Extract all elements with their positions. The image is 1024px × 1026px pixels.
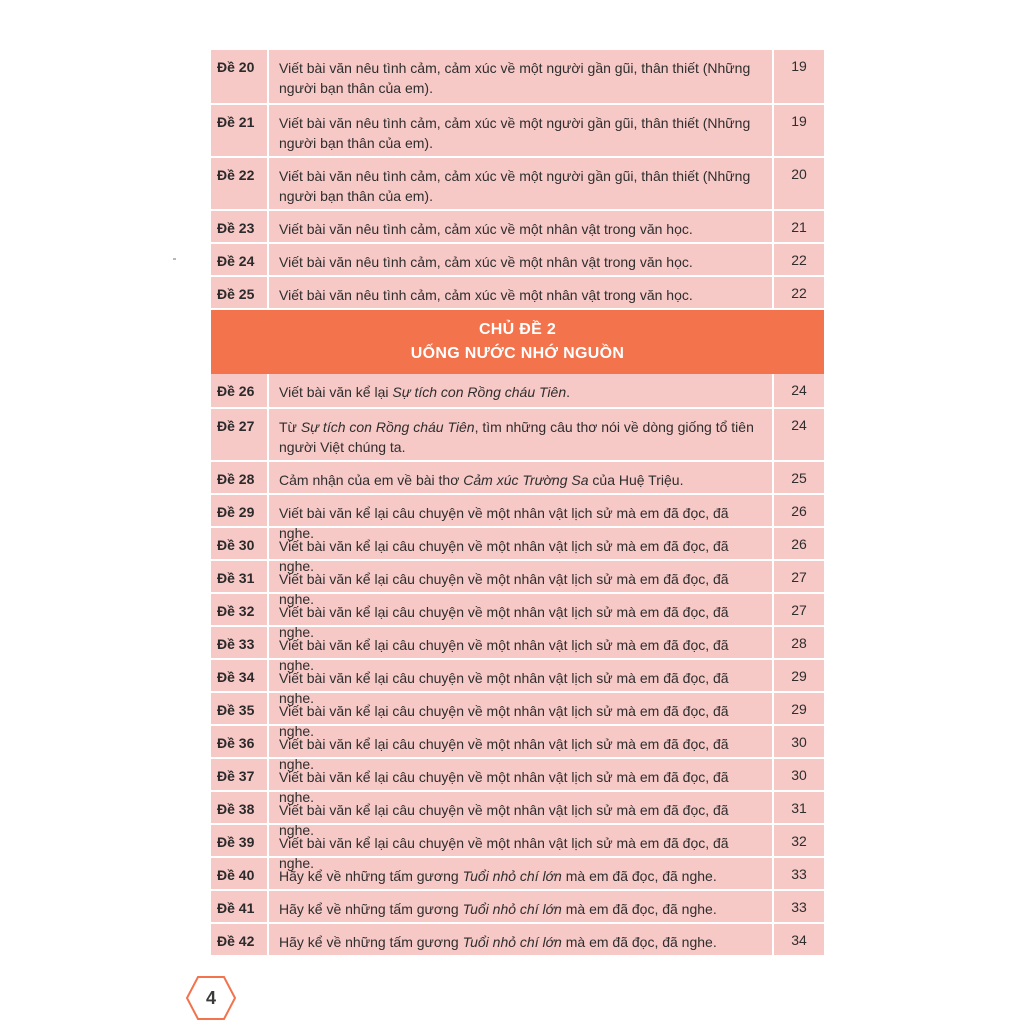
- description-text: Từ: [279, 419, 301, 435]
- exercise-label: Đề 25: [211, 277, 269, 308]
- exercise-label: Đề 31: [211, 561, 269, 592]
- page-reference: 30: [791, 767, 807, 783]
- exercise-label: Đề 33: [211, 627, 269, 658]
- exercise-description: [269, 561, 774, 607]
- exercise-label: Đề 27: [211, 409, 269, 460]
- page-reference: 33: [791, 866, 807, 882]
- page-reference: 19: [791, 113, 807, 129]
- page-number: 4: [205, 987, 216, 1008]
- exercise-description: [269, 594, 774, 640]
- description-text: mà em đã đọc, đã nghe.: [561, 934, 717, 950]
- exercise-description: [269, 105, 774, 156]
- exercise-description: [269, 277, 774, 308]
- page-reference: 34: [791, 932, 807, 948]
- description-text: Hãy kể về những tấm gương: [279, 901, 463, 917]
- description-text: Hãy kể về những tấm gương: [279, 934, 463, 950]
- table-of-contents: [211, 50, 824, 955]
- toc-row: [211, 50, 824, 103]
- description-text: .: [566, 384, 571, 400]
- toc-row: [211, 242, 824, 275]
- toc-row: [211, 275, 824, 308]
- description-text: Viết bài văn kể lại câu chuyện về một nhân vật lịch sử mà em đã đọc, đã nghe.: [279, 637, 729, 673]
- exercise-description: [269, 825, 774, 871]
- exercise-label: Đề 21: [211, 105, 269, 156]
- page-reference: 22: [791, 252, 807, 268]
- exercise-description: [269, 726, 774, 772]
- description-text: Viết bài văn kể lại câu chuyện về một nhân vật lịch sử mà em đã đọc, đã nghe.: [279, 670, 729, 706]
- section-title: CHỦ ĐỀ 2: [478, 321, 557, 338]
- toc-row: [211, 526, 824, 574]
- description-text: Viết bài văn nêu tình cảm, cảm xúc về một nhân vật trong văn học.: [279, 287, 693, 303]
- page-reference: 25: [791, 470, 807, 486]
- description-text: Viết bài văn nêu tình cảm, cảm xúc về một nhân vật trong văn học.: [279, 254, 693, 270]
- entries-before-section: [211, 50, 824, 308]
- exercise-label: Đề 23: [211, 211, 269, 242]
- page-number-badge: [185, 975, 237, 1021]
- page-reference: 22: [791, 285, 807, 301]
- exercise-label: Đề 34: [211, 660, 269, 691]
- italic-title-text: Tuổi nhỏ chí lớn: [462, 868, 562, 884]
- exercise-label: Đề 38: [211, 792, 269, 823]
- italic-title-text: Tuổi nhỏ chí lớn: [462, 901, 562, 917]
- toc-row: [211, 374, 824, 407]
- description-text: Viết bài văn kể lại câu chuyện về một nhân vật lịch sử mà em đã đọc, đã nghe.: [279, 802, 729, 838]
- exercise-label: Đề 41: [211, 891, 269, 922]
- exercise-description: [269, 528, 774, 574]
- page-reference: 20: [791, 166, 807, 182]
- description-text: Viết bài văn nêu tình cảm, cảm xúc về một nhân vật trong văn học.: [279, 221, 693, 237]
- exercise-label: Đề 35: [211, 693, 269, 724]
- italic-title-text: Cảm xúc Trường Sa: [463, 472, 589, 488]
- page-reference: 27: [791, 602, 807, 618]
- section-subtitle: UỐNG NƯỚC NHỚ NGUỒN: [410, 345, 625, 362]
- description-text: mà em đã đọc, đã nghe.: [561, 901, 717, 917]
- description-text: , tìm những câu thơ nói về dòng giống tổ tiên người Việt chúng ta.: [279, 419, 754, 455]
- exercise-label: Đề 22: [211, 158, 269, 209]
- page-reference: 29: [791, 668, 807, 684]
- exercise-description: [269, 158, 774, 209]
- entries-after-section: [211, 374, 824, 955]
- description-text: Viết bài văn nêu tình cảm, cảm xúc về một người gần gũi, thân thiết (Những người bạn thân của em).: [279, 115, 751, 151]
- description-text: Viết bài văn kể lại câu chuyện về một nhân vật lịch sử mà em đã đọc, đã nghe.: [279, 736, 729, 772]
- exercise-description: [269, 759, 774, 805]
- exercise-label: Đề 29: [211, 495, 269, 526]
- description-text: Viết bài văn kể lại câu chuyện về một nhân vật lịch sử mà em đã đọc, đã nghe.: [279, 505, 729, 541]
- toc-row: [211, 209, 824, 242]
- page-reference: 26: [791, 503, 807, 519]
- exercise-label: Đề 30: [211, 528, 269, 559]
- exercise-description: [269, 891, 774, 922]
- toc-row: [211, 407, 824, 460]
- toc-row: [211, 856, 824, 889]
- italic-title-text: Sự tích con Rồng cháu Tiên: [392, 384, 567, 400]
- page-reference: 31: [791, 800, 807, 816]
- exercise-description: [269, 792, 774, 838]
- page-reference: 29: [791, 701, 807, 717]
- page-reference: 32: [791, 833, 807, 849]
- exercise-label: Đề 37: [211, 759, 269, 790]
- toc-row: [211, 790, 824, 838]
- page-reference: 21: [791, 219, 807, 235]
- exercise-label: Đề 20: [211, 50, 269, 103]
- page-reference: 26: [791, 536, 807, 552]
- exercise-label: Đề 40: [211, 858, 269, 889]
- description-text: Viết bài văn kể lại: [279, 384, 393, 400]
- toc-row: [211, 625, 824, 673]
- description-text: Viết bài văn nêu tình cảm, cảm xúc về một người gần gũi, thân thiết (Những người bạn thân của em).: [279, 168, 751, 204]
- exercise-description: [269, 211, 774, 242]
- exercise-description: [269, 858, 774, 889]
- page-reference: 27: [791, 569, 807, 585]
- exercise-description: [269, 660, 774, 706]
- description-text: mà em đã đọc, đã nghe.: [561, 868, 717, 884]
- toc-row: [211, 757, 824, 805]
- page-reference: 24: [791, 417, 807, 433]
- description-text: Viết bài văn kể lại câu chuyện về một nhân vật lịch sử mà em đã đọc, đã nghe.: [279, 538, 729, 574]
- exercise-label: Đề 36: [211, 726, 269, 757]
- toc-row: [211, 559, 824, 607]
- description-text: Hãy kể về những tấm gương: [279, 868, 463, 884]
- exercise-description: [269, 374, 774, 407]
- toc-row: [211, 823, 824, 871]
- page-reference: 33: [791, 899, 807, 915]
- description-text: Viết bài văn kể lại câu chuyện về một nhân vật lịch sử mà em đã đọc, đã nghe.: [279, 703, 729, 739]
- exercise-description: [269, 924, 774, 955]
- toc-row: [211, 592, 824, 640]
- exercise-label: Đề 42: [211, 924, 269, 955]
- description-text: Viết bài văn kể lại câu chuyện về một nhân vật lịch sử mà em đã đọc, đã nghe.: [279, 604, 729, 640]
- toc-row: [211, 493, 824, 541]
- exercise-description: [269, 244, 774, 275]
- toc-row: [211, 724, 824, 772]
- exercise-description: [269, 50, 774, 103]
- exercise-description: [269, 462, 774, 493]
- toc-row: [211, 922, 824, 955]
- exercise-label: Đề 28: [211, 462, 269, 493]
- page-reference: 24: [791, 382, 807, 398]
- exercise-description: [269, 693, 774, 739]
- toc-row: [211, 658, 824, 706]
- scan-speck: [173, 258, 176, 260]
- exercise-label: Đề 24: [211, 244, 269, 275]
- toc-row: [211, 156, 824, 209]
- exercise-description: [269, 627, 774, 673]
- section-header: [211, 308, 824, 374]
- toc-row: [211, 691, 824, 739]
- toc-row: [211, 460, 824, 493]
- toc-row: [211, 889, 824, 922]
- exercise-label: Đề 32: [211, 594, 269, 625]
- exercise-label: Đề 39: [211, 825, 269, 856]
- description-text: Viết bài văn kể lại câu chuyện về một nhân vật lịch sử mà em đã đọc, đã nghe.: [279, 769, 729, 805]
- description-text: của Huệ Triệu.: [588, 472, 684, 488]
- description-text: Cảm nhận của em về bài thơ: [279, 472, 464, 488]
- exercise-description: [269, 409, 774, 460]
- toc-row: [211, 103, 824, 156]
- description-text: Viết bài văn kể lại câu chuyện về một nhân vật lịch sử mà em đã đọc, đã nghe.: [279, 835, 729, 871]
- italic-title-text: Sự tích con Rồng cháu Tiên: [300, 419, 475, 435]
- page-reference: 30: [791, 734, 807, 750]
- page-reference: 28: [791, 635, 807, 651]
- exercise-label: Đề 26: [211, 374, 269, 407]
- description-text: Viết bài văn nêu tình cảm, cảm xúc về một người gần gũi, thân thiết (Những người bạn thân của em).: [279, 60, 751, 96]
- page-reference: 19: [791, 58, 807, 74]
- exercise-description: [269, 495, 774, 541]
- italic-title-text: Tuổi nhỏ chí lớn: [462, 934, 562, 950]
- description-text: Viết bài văn kể lại câu chuyện về một nhân vật lịch sử mà em đã đọc, đã nghe.: [279, 571, 729, 607]
